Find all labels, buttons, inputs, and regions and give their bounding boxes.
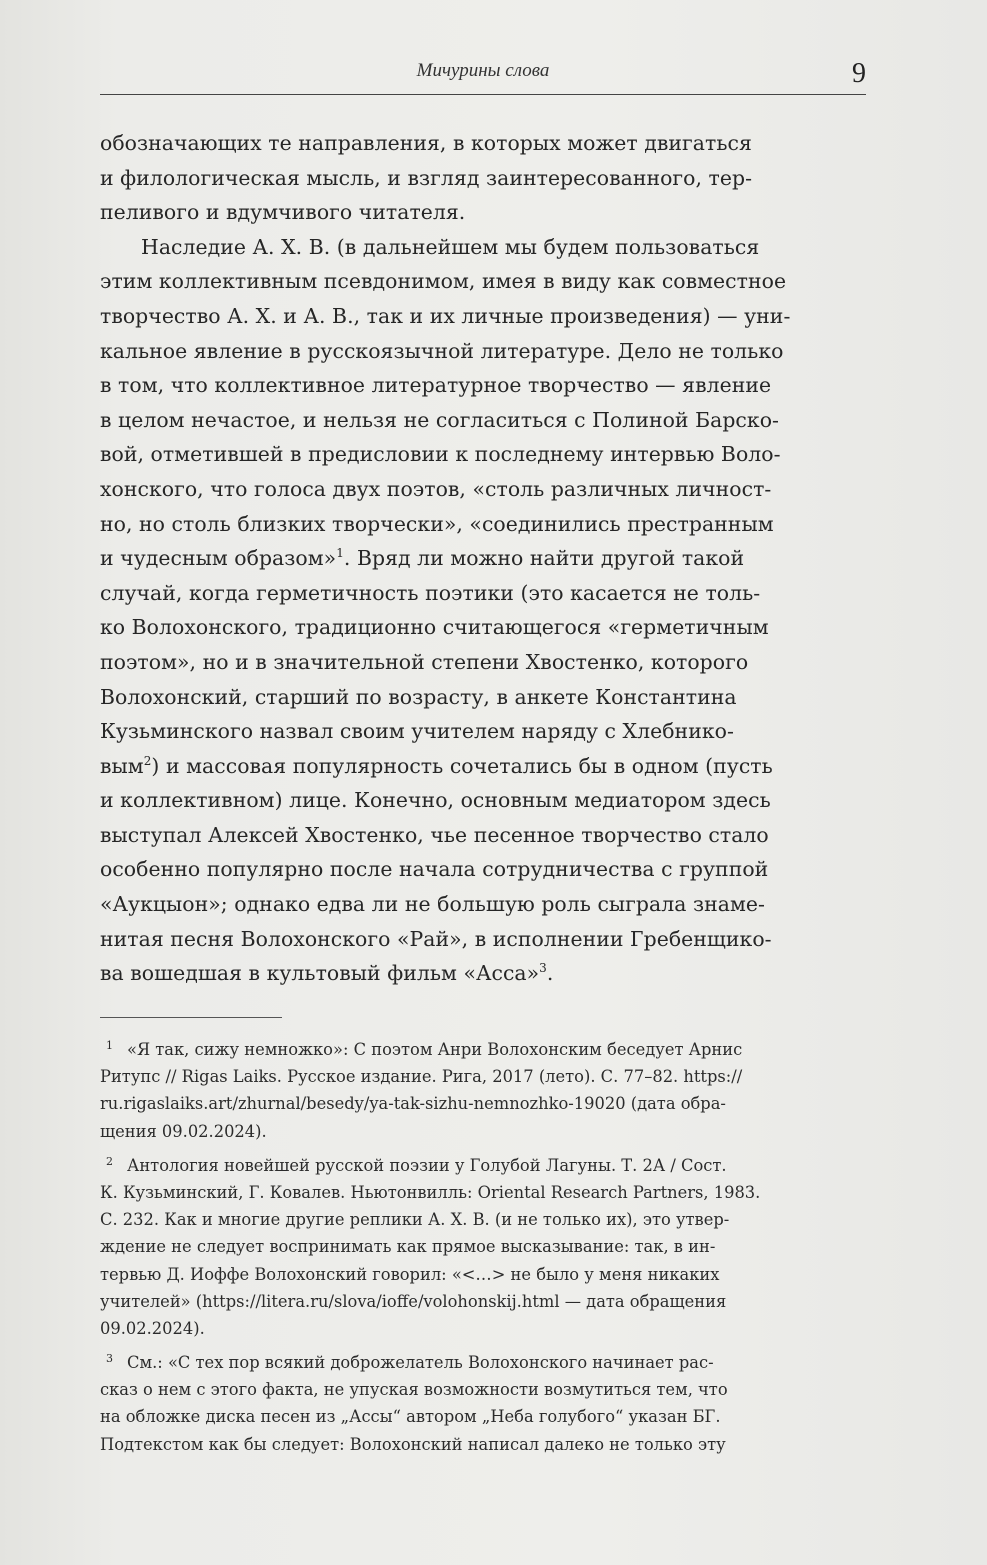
- text-line: кальное явление в русскоязычной литературе. Дело не только: [100, 338, 784, 363]
- footnote-ref-2[interactable]: 2: [143, 753, 152, 768]
- text-line: ко Волохонского, традиционно считающегося «герметичным: [100, 615, 769, 640]
- footnote-line: С. 232. Как и многие другие реплики А. Х. В. (и не только их), это утвер-: [100, 1210, 730, 1230]
- text-segment: . Вряд ли можно найти другой такой: [343, 546, 745, 571]
- text-segment: ва вошедшая в культовый фильм «Асса»: [100, 961, 540, 986]
- text-line: случай, когда герметичность поэтики (это касается не толь-: [100, 580, 761, 605]
- text-line: но, но столь близких творчески», «соединились престранным: [100, 511, 774, 536]
- footnote-text: См.: «С тех пор всякий доброжелатель Волохонского начинает рас-: [127, 1353, 714, 1373]
- footnotes: [100, 1036, 868, 1458]
- text-segment: вым: [100, 753, 144, 778]
- text-line: Наследие А. Х. В. (в дальнейшем мы будем пользоваться: [141, 234, 760, 259]
- text-line: и филологическая мысль, и взгляд заинтересованного, тер-: [100, 165, 753, 190]
- text-line: [100, 956, 868, 991]
- footnote-1: [100, 1036, 868, 1145]
- footnote-text: «Я так, сижу немножко»: С поэтом Анри Волохонским беседует Арнис: [127, 1040, 743, 1059]
- text-line: выступал Алексей Хвостенко, чье песенное творчество стало: [100, 822, 769, 847]
- text-segment: .: [546, 961, 554, 986]
- footnote-text: Антология новейшей русской поэзии у Голубой Лагуны. Т. 2А / Сост.: [127, 1155, 727, 1175]
- footnote-number: 3: [106, 1352, 113, 1366]
- footnote-separator: [100, 1017, 282, 1018]
- footnote-line: К. Кузьминский, Г. Ковалев. Ньютонвилль: Oriental Research Partners, 1983.: [100, 1182, 761, 1202]
- text-line: этим коллективным псевдонимом, имея в виду как совместное: [100, 269, 787, 294]
- footnote-line: ждение не следует воспринимать как прямое высказывание: так, в ин-: [100, 1237, 716, 1257]
- footnote-line: ru.rigaslaiks.art/zhurnal/besedy/ya-tak-sizhu-nemnozhko-19020 (дата обра-: [100, 1094, 726, 1114]
- footnote-line: [100, 1036, 868, 1063]
- footnote-2: [100, 1152, 868, 1342]
- footnote-line: Подтекстом как бы следует: Волохонский написал далеко не только эту: [100, 1434, 726, 1454]
- text-line: творчество А. Х. и А. В., так и их личные произведения) — уни-: [100, 303, 791, 328]
- footnote-line: Ритупс // Rigas Laiks. Русское издание. Рига, 2017 (лето). С. 77–82. https://: [100, 1067, 743, 1087]
- text-line: Волохонский, старший по возрасту, в анкете Константина: [100, 684, 737, 709]
- footnote-line: сказ о нем с этого факта, не упуская возможности возмутиться тем, что: [100, 1380, 728, 1400]
- footnote-line: 09.02.2024).: [100, 1318, 205, 1338]
- running-header: [100, 52, 866, 95]
- text-line: особенно популярно после начала сотрудничества с группой: [100, 857, 769, 882]
- running-title: Мичурины слова: [416, 60, 550, 81]
- footnote-line: щения 09.02.2024).: [100, 1121, 267, 1141]
- text-line: хонского, что голоса двух поэтов, «столь различных личност-: [100, 476, 772, 501]
- footnote-number: 2: [106, 1154, 113, 1168]
- page-number: 9: [852, 58, 866, 89]
- text-segment: и чудесным образом»: [100, 546, 337, 571]
- text-segment: ) и массовая популярность сочетались бы в одном (пусть: [151, 753, 773, 778]
- text-line: пеливого и вдумчивого читателя.: [100, 200, 466, 225]
- footnote-3: [100, 1349, 868, 1458]
- footnote-number: 1: [106, 1039, 113, 1052]
- text-line: «Аукцыон»; однако едва ли не большую роль сыграла знаме-: [100, 892, 765, 917]
- text-line: [100, 749, 868, 784]
- footnote-line: [100, 1349, 868, 1376]
- text-line: вой, отметившей в предисловии к последнему интервью Воло-: [100, 442, 781, 467]
- text-line: поэтом», но и в значительной степени Хвостенко, которого: [100, 649, 749, 674]
- footnote-line: [100, 1152, 868, 1179]
- main-text: [100, 126, 868, 991]
- footnote-line: тервью Д. Иоффе Волохонский говорил: «<…> не было у меня никаких: [100, 1264, 720, 1284]
- text-line: в том, что коллективное литературное творчество — явление: [100, 373, 772, 398]
- footnote-line: учителей» (https://litera.ru/slova/ioffe/volohonskij.html — дата обращения: [100, 1291, 727, 1311]
- text-line: и коллективном) лице. Конечно, основным медиатором здесь: [100, 788, 771, 813]
- text-line: обозначающих те направления, в которых может двигаться: [100, 131, 752, 155]
- text-line: Кузьминского назвал своим учителем наряду с Хлебнико-: [100, 719, 734, 744]
- text-line: в целом нечастое, и нельзя не согласиться с Полиной Барско-: [100, 407, 779, 432]
- text-line: нитая песня Волохонского «Рай», в исполнении Гребенщико-: [100, 926, 772, 951]
- footnote-ref-3[interactable]: 3: [539, 961, 547, 976]
- footnote-ref-1[interactable]: 1: [336, 546, 344, 561]
- text-line: [100, 541, 868, 576]
- footnote-line: на обложке диска песен из „Ассы“ автором „Неба голубого“ указан БГ.: [100, 1407, 721, 1427]
